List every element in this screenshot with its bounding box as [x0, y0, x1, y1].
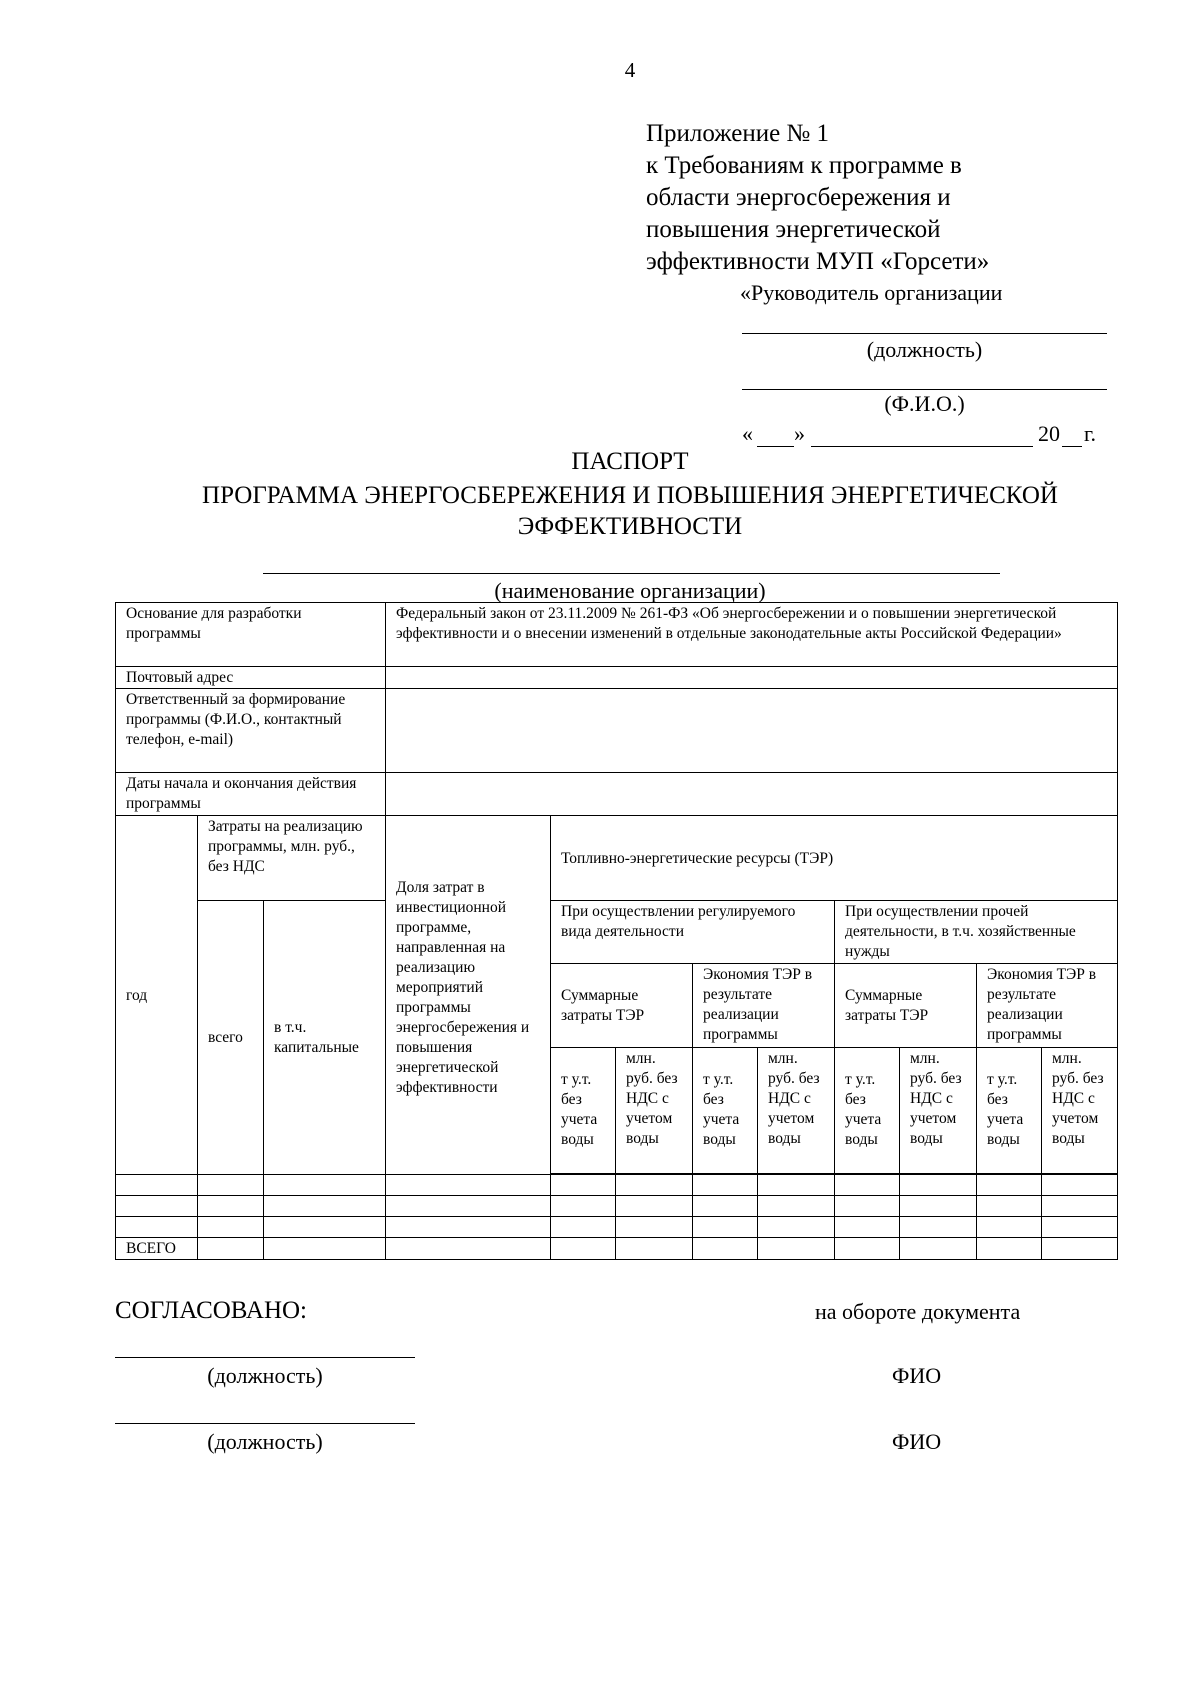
- table-data-row: [116, 1196, 1118, 1217]
- date-open-quote: «: [742, 421, 753, 446]
- agreed-fio-2: ФИО: [892, 1429, 942, 1454]
- name-caption: (Ф.И.О.): [884, 391, 965, 416]
- responsible-value: [386, 689, 1118, 773]
- unit-rub-header: млн. руб. без НДС с учетом воды: [900, 1048, 977, 1174]
- year-blank-line: [1062, 446, 1082, 447]
- passport-table: [115, 602, 1118, 1260]
- program-title-line: ПРОГРАММА ЭНЕРГОСБЕРЕЖЕНИЯ И ПОВЫШЕНИЯ ЭНЕРГЕТИЧЕСКОЙ: [202, 482, 1058, 509]
- appendix-line: к Требованиям к программе в: [646, 152, 962, 179]
- appendix-block: [646, 118, 989, 278]
- date-close-quote: »: [794, 421, 805, 446]
- basis-value: Федеральный закон от 23.11.2009 № 261-ФЗ «Об энергосбережении и о повышении энергетической эффективности и о внесении изменений в отдельные законодательные акты Российской Федерации»: [386, 603, 1118, 667]
- dates-value: [386, 773, 1118, 816]
- table-row: [116, 773, 1118, 816]
- unit-tut-header: т у.т. без учета воды: [835, 1048, 900, 1174]
- other-total-ter-header: Суммарные затраты ТЭР: [835, 964, 977, 1048]
- appendix-line: области энергосбережения и: [646, 184, 951, 211]
- name-signature-line: [742, 389, 1107, 390]
- agreed-position-2: (должность): [207, 1429, 323, 1454]
- agreed-signature-line-1: [115, 1357, 415, 1358]
- unit-tut-header: т у.т. без учета воды: [551, 1048, 616, 1174]
- dates-label: Даты начала и окончания действия программы: [116, 773, 386, 816]
- day-blank-line: [757, 446, 794, 447]
- year-prefix: 20: [1038, 421, 1060, 446]
- table-data-row: [116, 1217, 1118, 1238]
- organization-caption: (наименование организации): [494, 578, 766, 603]
- total-row-label: ВСЕГО: [116, 1238, 198, 1260]
- table-row: [116, 689, 1118, 773]
- costs-total-header: всего: [198, 901, 264, 1175]
- regulated-activity-header: При осуществлении регулируемого вида деятельности: [551, 901, 835, 964]
- agreed-position-1: (должность): [207, 1363, 323, 1388]
- reverse-note: на обороте документа: [815, 1299, 1021, 1324]
- organization-name-line: [263, 573, 1000, 574]
- appendix-line: Приложение № 1: [646, 120, 830, 147]
- table-header-row: [116, 816, 1118, 901]
- unit-tut-header: т у.т. без учета воды: [977, 1048, 1042, 1174]
- unit-rub-header: млн. руб. без НДС с учетом воды: [1042, 1048, 1118, 1174]
- program-title-line: ЭФФЕКТИВНОСТИ: [517, 513, 743, 540]
- year-header: год: [116, 816, 198, 1175]
- ter-header: Топливно-энергетические ресурсы (ТЭР): [551, 816, 1118, 901]
- unit-rub-header: млн. руб. без НДС с учетом воды: [616, 1048, 693, 1174]
- month-blank-line: [811, 446, 1033, 447]
- other-savings-ter-header: Экономия ТЭР в результате реализации программы: [977, 964, 1118, 1048]
- responsible-label: Ответственный за формирование программы (Ф.И.О., контактный телефон, e-mail): [116, 689, 386, 773]
- agreed-fio-1: ФИО: [892, 1363, 942, 1388]
- table-header-row: [116, 901, 1118, 964]
- approval-head: «Руководитель организации: [740, 280, 1003, 305]
- basis-label: Основание для разработки программы: [116, 603, 386, 667]
- costs-capital-header: в т.ч. капитальные: [264, 901, 386, 1175]
- appendix-line: повышения энергетической: [646, 216, 941, 243]
- table-data-row: [116, 1175, 1118, 1196]
- position-caption: (должность): [866, 337, 983, 362]
- year-suffix: г.: [1084, 421, 1097, 446]
- table-row: [116, 667, 1118, 689]
- postal-value: [386, 667, 1118, 689]
- unit-tut-header: т у.т. без учета воды: [693, 1048, 758, 1174]
- table-row: [116, 603, 1118, 667]
- share-header: Доля затрат в инвестиционной программе, направленная на реализацию мероприятий программы энергосбережения и повышения энергетической эффективности: [386, 816, 551, 1175]
- postal-label: Почтовый адрес: [116, 667, 386, 689]
- regulated-savings-ter-header: Экономия ТЭР в результате реализации программы: [693, 964, 835, 1048]
- document-title: ПАСПОРТ: [571, 448, 689, 475]
- position-signature-line: [742, 333, 1107, 334]
- program-title: [0, 480, 1200, 542]
- table-total-row: [116, 1238, 1118, 1260]
- regulated-total-ter-header: Суммарные затраты ТЭР: [551, 964, 693, 1048]
- other-activity-header: При осуществлении прочей деятельности, в т.ч. хозяйственные нужды: [835, 901, 1118, 964]
- agreed-label: СОГЛАСОВАНО:: [115, 1297, 308, 1324]
- costs-header: Затраты на реализацию программы, млн. руб., без НДС: [198, 816, 386, 901]
- appendix-line: эффективности МУП «Горсети»: [646, 248, 990, 275]
- agreed-signature-line-2: [115, 1423, 415, 1424]
- unit-rub-header: млн. руб. без НДС с учетом воды: [758, 1048, 835, 1174]
- page-number: 4: [624, 58, 636, 82]
